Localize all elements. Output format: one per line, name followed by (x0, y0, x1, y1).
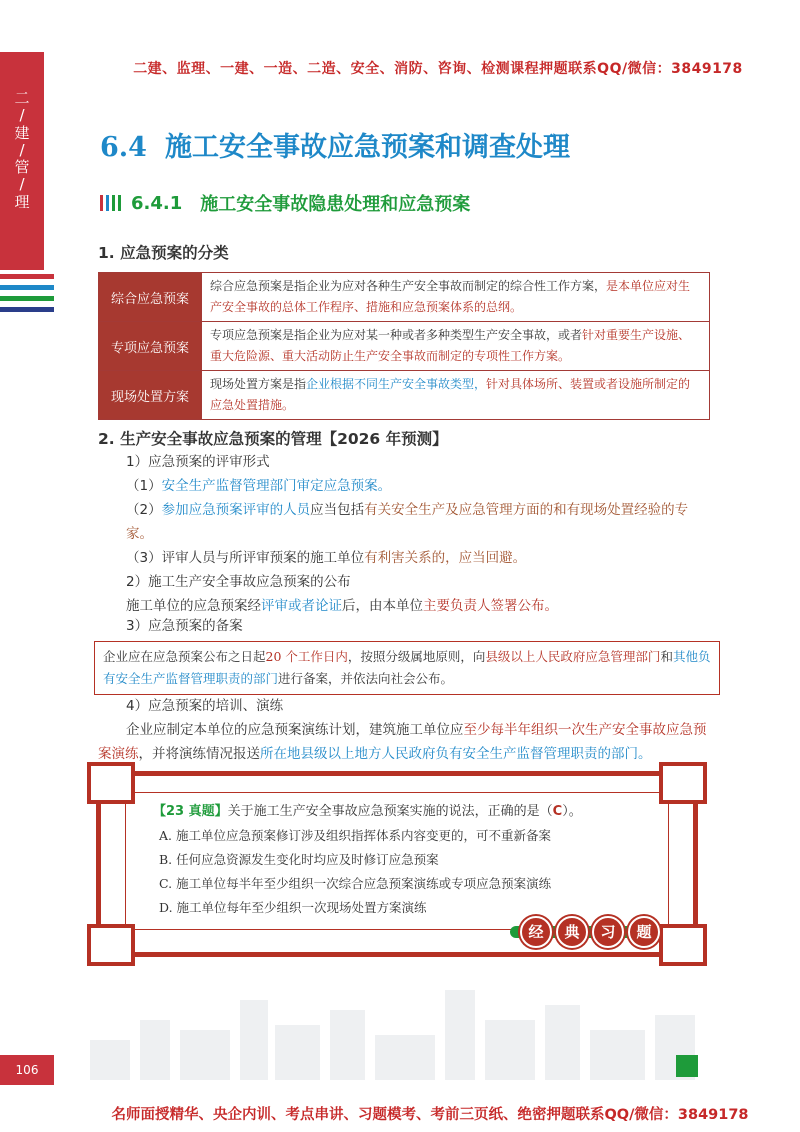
part2-title: 2. 生产安全事故应急预案的管理【2026 年预测】 (98, 430, 448, 448)
table-row (99, 273, 710, 322)
exercise-option: D. 施工单位每年至少组织一次现场处置方案演练 (159, 900, 427, 915)
table-row (99, 322, 710, 371)
row-text: 专项应急预案是指企业为应对某一种或者多种类型生产安全事故，或者针对重要生产设施、重大危险源、重大活动防止生产安全事故而制定的专项性工作方案。 (202, 322, 710, 371)
row-label: 综合应急预案 (99, 273, 202, 322)
paragraph: （3）评审人员与所评审预案的施工单位有利害关系的，应当回避。 (126, 550, 527, 566)
badge-char: 经 (520, 916, 552, 948)
exercise-question: 【23 真题】关于施工生产安全事故应急预案实施的说法，正确的是（C）。 (153, 804, 582, 819)
bars-icon (100, 195, 121, 211)
side-char: 二 (14, 89, 30, 107)
exercise-option: B. 任何应急资源发生变化时均应及时修订应急预案 (159, 852, 439, 867)
exercise-option: C. 施工单位每半年至少组织一次综合应急预案演练或专项应急预案演练 (159, 876, 552, 891)
subsection-heading (100, 190, 470, 216)
subheading: 4）应急预案的培训、演练 (126, 698, 284, 714)
side-char: 理 (14, 192, 30, 211)
side-char: 管 (14, 158, 30, 176)
side-char: 建 (14, 123, 30, 142)
table-row (99, 371, 710, 420)
subheading: 2）施工生产安全事故应急预案的公布 (126, 574, 351, 590)
corner-ornament (659, 762, 707, 804)
header-promo: 二建、监理、一建、一造、二造、安全、消防、咨询、检测课程押题联系QQ/微信：3849178 (133, 61, 743, 77)
corner-ornament (659, 924, 707, 966)
city-skyline-illustration (70, 980, 770, 1080)
paragraph: 施工单位的应急预案经评审或者论证后，由本单位主要负责人签署公布。 (126, 598, 558, 614)
row-label: 专项应急预案 (99, 322, 202, 371)
part1-title: 1. 应急预案的分类 (98, 244, 229, 262)
subsection-number: 6.4.1 (131, 192, 183, 214)
side-stripes (0, 274, 54, 318)
paragraph: （2）参加应急预案评审的人员应当包括有关安全生产及应急管理方面的和有现场处置经验的专家。 (126, 502, 689, 542)
row-text: 综合应急预案是指企业为应对各种生产安全事故而制定的综合性工作方案，是本单位应对生产安全事故的总体工作程序、措施和应急预案体系的总纲。 (202, 273, 710, 322)
side-char: / (19, 106, 25, 125)
section-heading (100, 125, 570, 164)
section-title: 施工安全事故应急预案和调查处理 (164, 132, 570, 163)
footer-promo: 名师面授精华、央企内训、考点串讲、习题模考、考前三页纸、绝密押题联系QQ/微信：3849178 (111, 1107, 749, 1123)
badge-char: 题 (628, 916, 660, 948)
exercise-option: A. 施工单位应急预案修订涉及组织指挥体系内容变更的，可不重新备案 (159, 828, 551, 843)
paragraph: （1）安全生产监督管理部门审定应急预案。 (126, 478, 392, 494)
plan-classification-table (98, 272, 710, 420)
filing-rule-box: 企业应在应急预案公布之日起20 个工作日内，按照分级属地原则，向县级以上人民政府应急管理部门和其他负有安全生产监督管理职责的部门进行备案，并依法向社会公布。 (94, 641, 720, 695)
row-label: 现场处置方案 (99, 371, 202, 420)
publisher-logo (676, 1055, 698, 1077)
side-char: / (19, 140, 25, 159)
chapter-side-tab (0, 52, 44, 270)
row-text: 现场处置方案是指企业根据不同生产安全事故类型，针对具体场所、装置或者设施所制定的应急处置措施。 (202, 371, 710, 420)
badge-char: 习 (592, 916, 624, 948)
side-char: / (19, 175, 25, 194)
corner-ornament (87, 924, 135, 966)
paragraph: 企业应制定本单位的应急预案演练计划，建筑施工单位应至少每半年组织一次生产安全事故应急预案演练，并将演练情况报送所在地县级以上地方人民政府负有安全生产监督管理职责的部门。 (98, 722, 707, 762)
badge-char: 典 (556, 916, 588, 948)
corner-ornament (87, 762, 135, 804)
subheading: 1）应急预案的评审形式 (126, 454, 270, 470)
subheading: 3）应急预案的备案 (126, 618, 243, 634)
section-number: 6.4 (100, 132, 147, 163)
page-number: 106 (0, 1055, 54, 1085)
subsection-title: 施工安全事故隐患处理和应急预案 (200, 194, 471, 215)
